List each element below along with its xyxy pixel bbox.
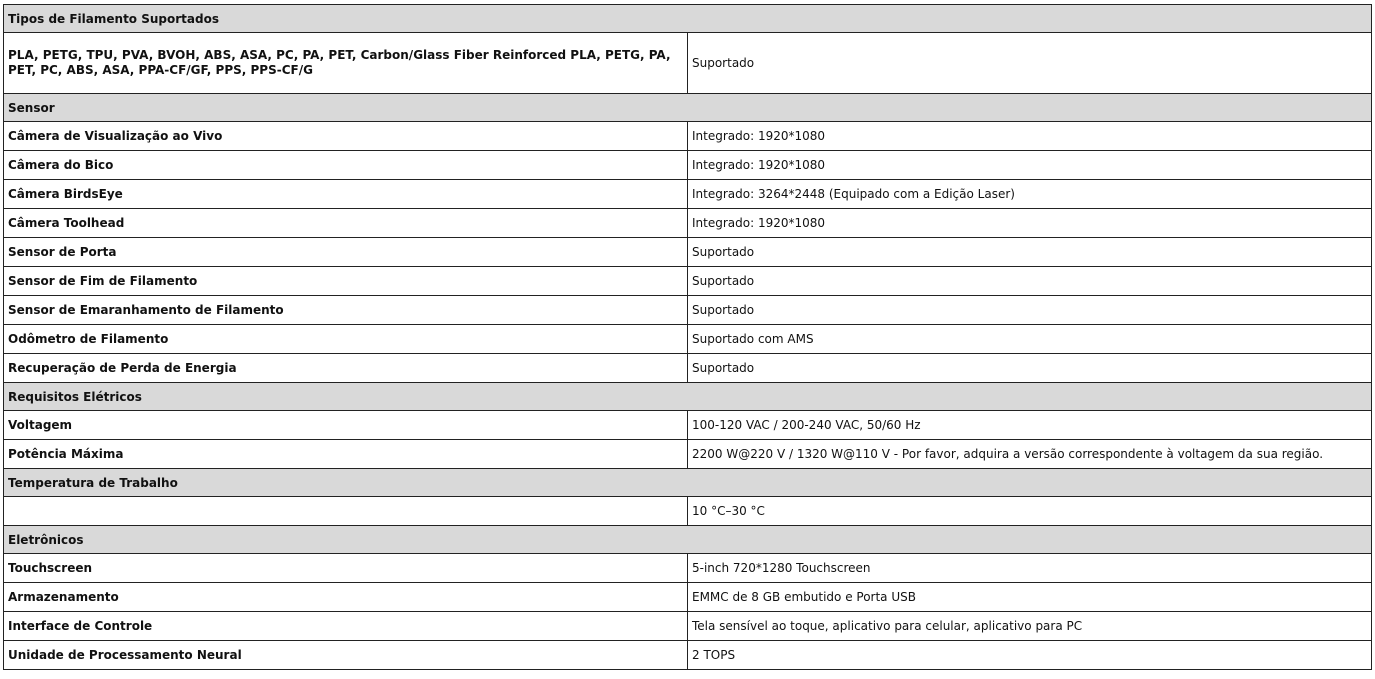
row-label: Câmera do Bico [4, 151, 688, 180]
section-header [4, 94, 1372, 122]
row-label [4, 497, 688, 526]
row-value: 10 °C–30 °C [688, 497, 1372, 526]
table-row [4, 354, 1372, 383]
table-row [4, 554, 1372, 583]
section-header [4, 469, 1372, 497]
row-value: Suportado [688, 238, 1372, 267]
table-row [4, 497, 1372, 526]
row-value: Integrado: 1920*1080 [688, 151, 1372, 180]
row-value: 2 TOPS [688, 641, 1372, 670]
table-row [4, 296, 1372, 325]
row-label: PLA, PETG, TPU, PVA, BVOH, ABS, ASA, PC, PA, PET, Carbon/Glass Fiber Reinforced PLA, PETG, PA, PET, PC, ABS, ASA, PPA-CF/GF, PPS, PPS-CF/G [4, 33, 688, 94]
row-label: Unidade de Processamento Neural [4, 641, 688, 670]
row-value: Tela sensível ao toque, aplicativo para celular, aplicativo para PC [688, 612, 1372, 641]
row-value: Suportado [688, 33, 1372, 94]
row-label: Armazenamento [4, 583, 688, 612]
section-title: Requisitos Elétricos [4, 383, 1372, 411]
section-header [4, 526, 1372, 554]
section-header [4, 5, 1372, 33]
row-label: Recuperação de Perda de Energia [4, 354, 688, 383]
row-value: Suportado [688, 354, 1372, 383]
table-row [4, 583, 1372, 612]
row-label: Voltagem [4, 411, 688, 440]
row-label: Odômetro de Filamento [4, 325, 688, 354]
table-row [4, 33, 1372, 94]
table-row [4, 641, 1372, 670]
row-value: Suportado com AMS [688, 325, 1372, 354]
row-label: Potência Máxima [4, 440, 688, 469]
row-label: Interface de Controle [4, 612, 688, 641]
row-label: Sensor de Porta [4, 238, 688, 267]
row-label: Câmera de Visualização ao Vivo [4, 122, 688, 151]
row-label: Sensor de Emaranhamento de Filamento [4, 296, 688, 325]
table-row [4, 180, 1372, 209]
section-title: Temperatura de Trabalho [4, 469, 1372, 497]
row-value: EMMC de 8 GB embutido e Porta USB [688, 583, 1372, 612]
table-row [4, 612, 1372, 641]
table-row [4, 325, 1372, 354]
row-value: Suportado [688, 267, 1372, 296]
row-label: Touchscreen [4, 554, 688, 583]
table-row [4, 267, 1372, 296]
table-row [4, 209, 1372, 238]
table-row [4, 151, 1372, 180]
row-value: Integrado: 1920*1080 [688, 209, 1372, 238]
spec-table [3, 4, 1372, 670]
row-value: Integrado: 3264*2448 (Equipado com a Edição Laser) [688, 180, 1372, 209]
table-row [4, 411, 1372, 440]
section-title: Tipos de Filamento Suportados [4, 5, 1372, 33]
table-row [4, 122, 1372, 151]
section-title: Sensor [4, 94, 1372, 122]
section-header [4, 383, 1372, 411]
row-value: 5-inch 720*1280 Touchscreen [688, 554, 1372, 583]
row-value: 100-120 VAC / 200-240 VAC, 50/60 Hz [688, 411, 1372, 440]
row-label: Câmera Toolhead [4, 209, 688, 238]
row-label: Câmera BirdsEye [4, 180, 688, 209]
table-row [4, 238, 1372, 267]
section-title: Eletrônicos [4, 526, 1372, 554]
row-value: Suportado [688, 296, 1372, 325]
row-label: Sensor de Fim de Filamento [4, 267, 688, 296]
row-value: 2200 W@220 V / 1320 W@110 V - Por favor, adquira a versão correspondente à voltagem da sua região. [688, 440, 1372, 469]
table-row [4, 440, 1372, 469]
row-value: Integrado: 1920*1080 [688, 122, 1372, 151]
